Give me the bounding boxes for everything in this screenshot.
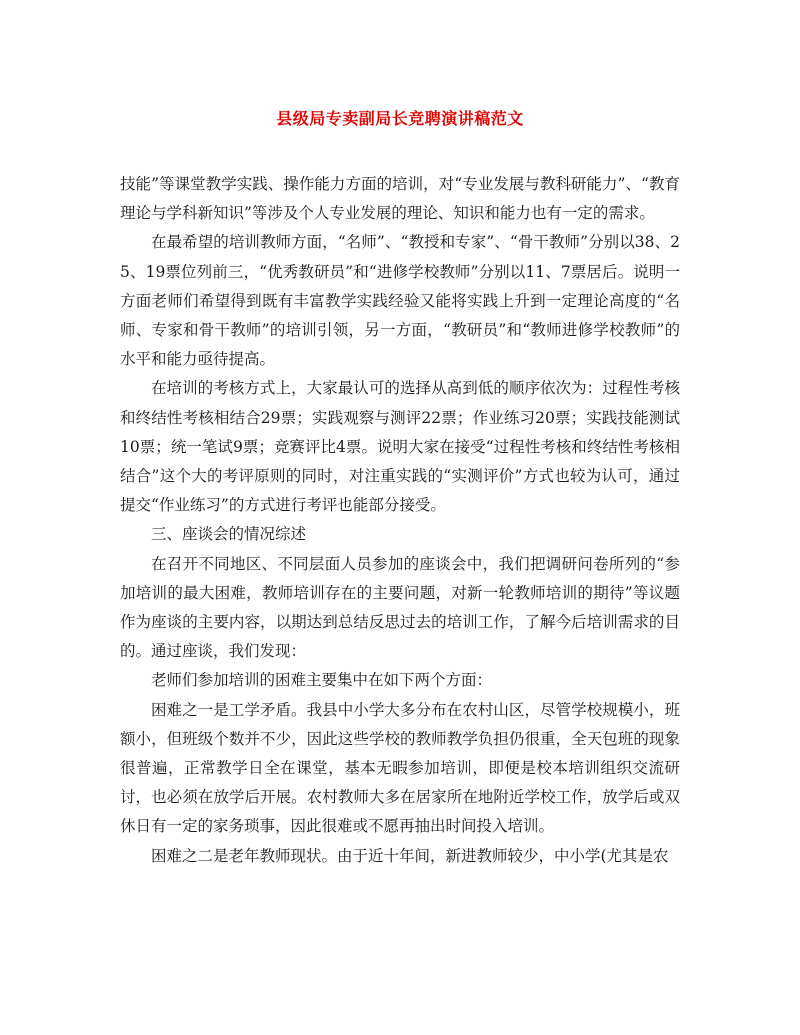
paragraph-5: 老师们参加培训的困难主要集中在如下两个方面： — [151, 671, 493, 690]
paragraph-4: 在召开不同地区、不同层面人员参加的座谈会中，我们把调研问卷所列的“参加培训的最大困难，教师培训存在的主要问题，对新一轮教师培训的期待”等议题作为座谈的主要内容，以期达到总结反思过去的培训工作，了解今后培训需求的目的。通过座谈，我们发现： — [120, 554, 680, 661]
paragraph-2: 在最希望的培训教师方面，“名师”、“教授和专家”、“骨干教师”分别以38、25、19票位列前三，“优秀教研员”和“进修学校教师”分别以11、7票居后。说明一方面老师们希望得到既有丰富教学实践经验又能将实践上升到一定理论高度的“名师、专家和骨干教师”的培训引领，另一方面，“教研员”和“教师进修学校教师”的水平和能力亟待提高。 — [120, 233, 680, 369]
paragraph-7: 困难之二是老年教师现状。由于近十年间，新进教师较少，中小学(尤其是农 — [151, 846, 669, 865]
paragraph-3: 在培训的考核方式上，大家最认可的选择从高到低的顺序依次为：过程性考核和终结性考核相结合29票；实践观察与测评22票；作业练习20票；实践技能测试10票；统一笔试9票；竞赛评比4票。说明大家在接受“过程性考核和终结性考核相结合”这个大的考评原则的同时，对注重实践的“实测评价”方式也较为认可，通过提交“作业练习”的方式进行考评也能部分接受。 — [120, 379, 680, 515]
document-body — [120, 170, 680, 871]
paragraph-6: 困难之一是工学矛盾。我县中小学大多分布在农村山区，尽管学校规模小，班额小，但班级个数并不少，因此这些学校的教师教学负担仍很重，全天包班的现象很普遍，正常教学日全在课堂，基本无暇参加培训，即便是校本培训组织交流研讨，也必须在放学后开展。农村教师大多在居家所在地附近学校工作，放学后或双休日有一定的家务琐事，因此很难或不愿再抽出时间投入培训。 — [120, 700, 680, 836]
paragraph-1: 技能”等课堂教学实践、操作能力方面的培训，对“专业发展与教科研能力”、“教育理论与学科新知识”等涉及个人专业发展的理论、知识和能力也有一定的需求。 — [120, 175, 680, 223]
section-heading: 三、座谈会的情况综述 — [151, 525, 307, 544]
document-title: 县级局专卖副局长竞聘演讲稿范文 — [276, 109, 524, 128]
